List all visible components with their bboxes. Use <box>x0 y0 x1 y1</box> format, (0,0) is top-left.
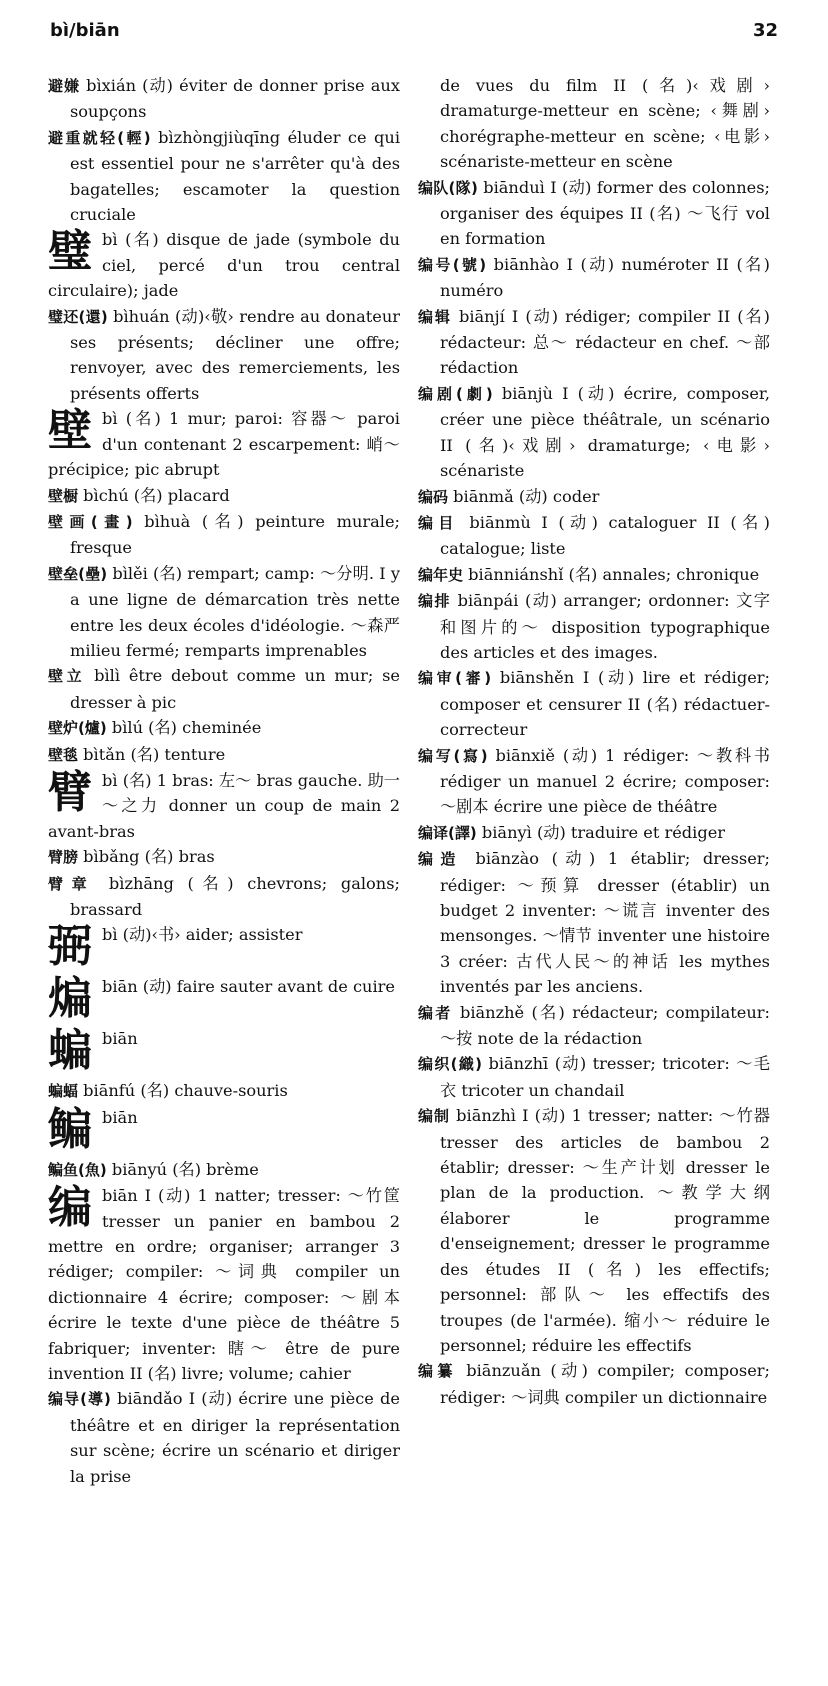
headword: 编造 <box>418 850 463 869</box>
dictionary-entry <box>48 1078 400 1104</box>
definition: bì (名) 1 mur; paroi: 容器～ paroi d'un contenant 2 escarpement: 峭～ précipice; pic abrupt <box>48 409 400 480</box>
headword: 编审(審) <box>418 669 492 688</box>
dictionary-entry <box>418 743 770 820</box>
definition: biānmǎ (动) coder <box>453 486 600 506</box>
definition: de vues du film II (名)‹戏剧› dramaturge-metteur en scène; ‹舞剧› chorégraphe-metteur en scène; ‹电影› scénariste-metteur en scène <box>440 76 770 172</box>
dictionary-entry <box>418 484 770 510</box>
headword-character: 壁 <box>48 405 92 457</box>
headword: 编号(號) <box>418 255 487 274</box>
definition: biān (动) faire sauter avant de cuire <box>102 977 395 997</box>
dictionary-entry <box>418 252 770 304</box>
definition: biān <box>102 1107 138 1127</box>
dictionary-entry <box>48 509 400 561</box>
dictionary-entry <box>48 561 400 664</box>
dictionary-entry <box>418 1103 770 1358</box>
headword: 臂膀 <box>48 848 79 867</box>
definition: bìzhāng (名) chevrons; galons; brassard <box>70 873 400 919</box>
right-column <box>418 73 770 1410</box>
definition: biān I (动) 1 natter; tresser: ～竹筐 tresser un panier en bambou 2 mettre en ordre; organiser; arranger 3 rédiger; compiler: ～词典 compiler un dictionnaire 4 écrire; composer: ～剧本 écrire le texte d'une pièce de théâtre 5 fabriquer; inventer: 瞎～ être de pure invention II (名) livre; volume; cahier <box>48 1186 400 1384</box>
dictionary-entry <box>418 1000 770 1052</box>
definition: biān <box>102 1029 138 1049</box>
dictionary-entry <box>48 844 400 870</box>
definition: biānjí I (动) rédiger; compiler II (名) rédacteur: 总～ rédacteur en chef. ～部 rédaction <box>440 306 770 378</box>
left-column <box>48 73 400 1489</box>
definition: biānpái (动) arranger; ordonner: 文字和图片的～ disposition typographique des articles et des images. <box>440 591 770 662</box>
definition: bìhuán (动)‹敬› rendre au donateur ses présents; décliner une offre; renvoyer, avec des remerciements, les présents offerts <box>70 306 401 403</box>
definition: biānfú (名) chauve-souris <box>83 1081 288 1101</box>
headword: 壁垒(壘) <box>48 564 108 583</box>
definition: biānzhě (名) rédacteur; compilateur: ～按 note de la rédaction <box>440 1002 770 1049</box>
headword: 编导(導) <box>48 1390 111 1409</box>
headword: 壁橱 <box>48 486 79 505</box>
headword: 编纂 <box>418 1362 457 1381</box>
headword-character: 鳊 <box>48 1103 92 1155</box>
headword-character: 煸 <box>48 973 92 1025</box>
definition: biānzào (动) 1 établir; dresser; rédiger: ～预算 dresser (établir) un budget 2 inventer: ～谎言 inventer des mensonges. ～情节 inventer une histoire 3 créer: 古代人民～的神话 les mythes inventés par les anciens. <box>440 849 770 997</box>
dictionary-entry <box>418 510 770 562</box>
headword: 编目 <box>418 513 459 532</box>
dictionary-entry <box>418 846 770 999</box>
dictionary-entry <box>48 227 400 303</box>
headword-character: 蝙 <box>48 1025 92 1077</box>
dictionary-entry <box>48 715 400 741</box>
headword-character: 编 <box>48 1182 92 1234</box>
dictionary-entry <box>418 73 770 175</box>
dictionary-entry <box>48 1026 400 1078</box>
dictionary-entry <box>418 588 770 665</box>
definition: bì (名) 1 bras: 左～ bras gauche. 助一～之力 donner un coup de main 2 avant-bras <box>48 770 400 841</box>
definition: bìtǎn (名) tenture <box>83 744 226 764</box>
dictionary-entry <box>48 1183 400 1386</box>
dictionary-entry <box>418 562 770 588</box>
dictionary-entry <box>48 663 400 715</box>
dictionary-entry <box>48 871 400 923</box>
definition: bìhuà (名) peinture murale; fresque <box>70 511 400 558</box>
definition: biānshěn I (动) lire et rédiger; composer et censurer II (名) rédactuer-correcteur <box>440 668 770 740</box>
dictionary-entry <box>48 922 400 974</box>
definition: bì (名) disque de jade (symbole du ciel, percé d'un trou central circulaire); jade <box>48 230 400 301</box>
definition: bìxián (动) éviter de donner prise aux soupçons <box>70 76 400 122</box>
headword: 避嫌 <box>48 77 80 95</box>
headword: 编年史 <box>418 565 464 584</box>
headword: 避重就轻(輕) <box>48 128 151 147</box>
definition: biānniánshǐ (名) annales; chronique <box>468 564 760 584</box>
page-header <box>50 20 778 50</box>
definition: biānduì I (动) former des colonnes; organiser des équipes II (名) ～飞行 vol en formation <box>440 177 770 249</box>
definition: biāndǎo I (动) écrire une pièce de théâtre et en diriger la représentation sur scène; écrire un scénario et diriger la prise <box>70 1389 400 1486</box>
dictionary-entry <box>48 125 400 228</box>
definition: biānzuǎn (动) compiler; composer; rédiger: ～词典 compiler un dictionnaire <box>440 1361 770 1407</box>
headword: 蝙蝠 <box>48 1082 79 1101</box>
definition: biānyú (名) brème <box>111 1159 259 1179</box>
definition: biānzhì I (动) 1 tresser; natter: ～竹器 tresser des articles de bambou 2 établir; dresser: ～生产计划 dresser le plan de la production. ～教学大纲 élaborer le programme d'enseignement; dresser le programme des études II (名) les effectifs; personnel: 部队～ les effectifs des troupes (de l'armée). 缩小～ réduire le personnel; réduire les effectifs <box>440 1106 770 1355</box>
dictionary-entry <box>48 1386 400 1489</box>
headword: 壁毯 <box>48 745 79 764</box>
definition: bì (动)‹书› aider; assister <box>102 925 303 945</box>
dictionary-entry <box>418 381 770 484</box>
definition: biānxiě (动) 1 rédiger: ～教科书 rédiger un manuel 2 écrire; composer: ～剧本 écrire une pièce de théâtre <box>440 745 770 817</box>
definition: bìbǎng (名) bras <box>83 847 215 867</box>
dictionary-entry <box>418 665 770 742</box>
dictionary-entry <box>48 768 400 844</box>
headword: 编者 <box>418 1003 453 1022</box>
dictionary-entry <box>48 483 400 509</box>
headword-character: 弼 <box>48 921 92 973</box>
definition: bìlì être debout comme un mur; se dresser à pic <box>70 666 400 712</box>
headword: 编队(隊) <box>418 178 478 197</box>
headword: 编译(譯) <box>418 823 477 842</box>
definition: biānyì (动) traduire et rédiger <box>481 822 726 842</box>
dictionary-entry <box>48 304 400 407</box>
dictionary-entry <box>48 742 400 768</box>
page-number: 32 <box>752 20 778 41</box>
dictionary-entry <box>48 1105 400 1157</box>
dictionary-entry <box>418 820 770 846</box>
dictionary-entry <box>48 974 400 1026</box>
definition: biānjù I (动) écrire, composer, créer une pièce théâtrale, un scénario II (名)‹戏剧› dramaturge; ‹电影› scénariste <box>440 383 771 481</box>
headword: 壁立 <box>48 667 86 686</box>
headword: 编织(織) <box>418 1055 483 1074</box>
headword: 臂章 <box>48 874 96 893</box>
dictionary-entry <box>418 1358 770 1410</box>
headword: 鳊鱼(魚) <box>48 1160 107 1179</box>
definition: biānhào I (动) numéroter II (名) numéro <box>440 254 770 301</box>
definition: bìchú (名) placard <box>83 485 230 505</box>
headword-character: 璧 <box>48 226 92 278</box>
headword: 编辑 <box>418 307 452 326</box>
headword: 壁炉(爐) <box>48 719 107 738</box>
definition: bìlěi (名) rempart; camp: ～分明. I y a une ligne de démarcation très nette entre les deux écoles d'idéologie. ～森严 milieu fermé; remparts imprenables <box>70 563 400 660</box>
headword: 编码 <box>418 487 449 506</box>
definition: bìzhòngjiùqīng éluder ce qui est essentiel pour ne s'arrêter qu'à des bagatelles; escamoter la question cruciale <box>70 127 400 225</box>
definition: biānzhī (动) tresser; tricoter: ～毛衣 tricoter un chandail <box>440 1054 770 1100</box>
headword: 璧还(還) <box>48 307 108 326</box>
dictionary-entry <box>48 406 400 482</box>
headword: 编制 <box>418 1107 451 1126</box>
definition: bìlú (名) cheminée <box>111 718 262 738</box>
headword: 编排 <box>418 592 451 611</box>
definition: biānmù I (动) cataloguer II (名) catalogue; liste <box>440 512 770 559</box>
headword: 编写(寫) <box>418 746 488 765</box>
headword: 编剧(劇) <box>418 384 493 403</box>
dictionary-entry <box>418 175 770 252</box>
dictionary-entry <box>418 304 770 381</box>
headword-character: 臂 <box>48 766 92 818</box>
headword: 壁画(畫) <box>48 512 133 531</box>
dictionary-entry <box>418 1051 770 1103</box>
dictionary-entry <box>48 1157 400 1183</box>
running-head: bì/biān <box>50 20 120 41</box>
dictionary-entry <box>48 73 400 125</box>
